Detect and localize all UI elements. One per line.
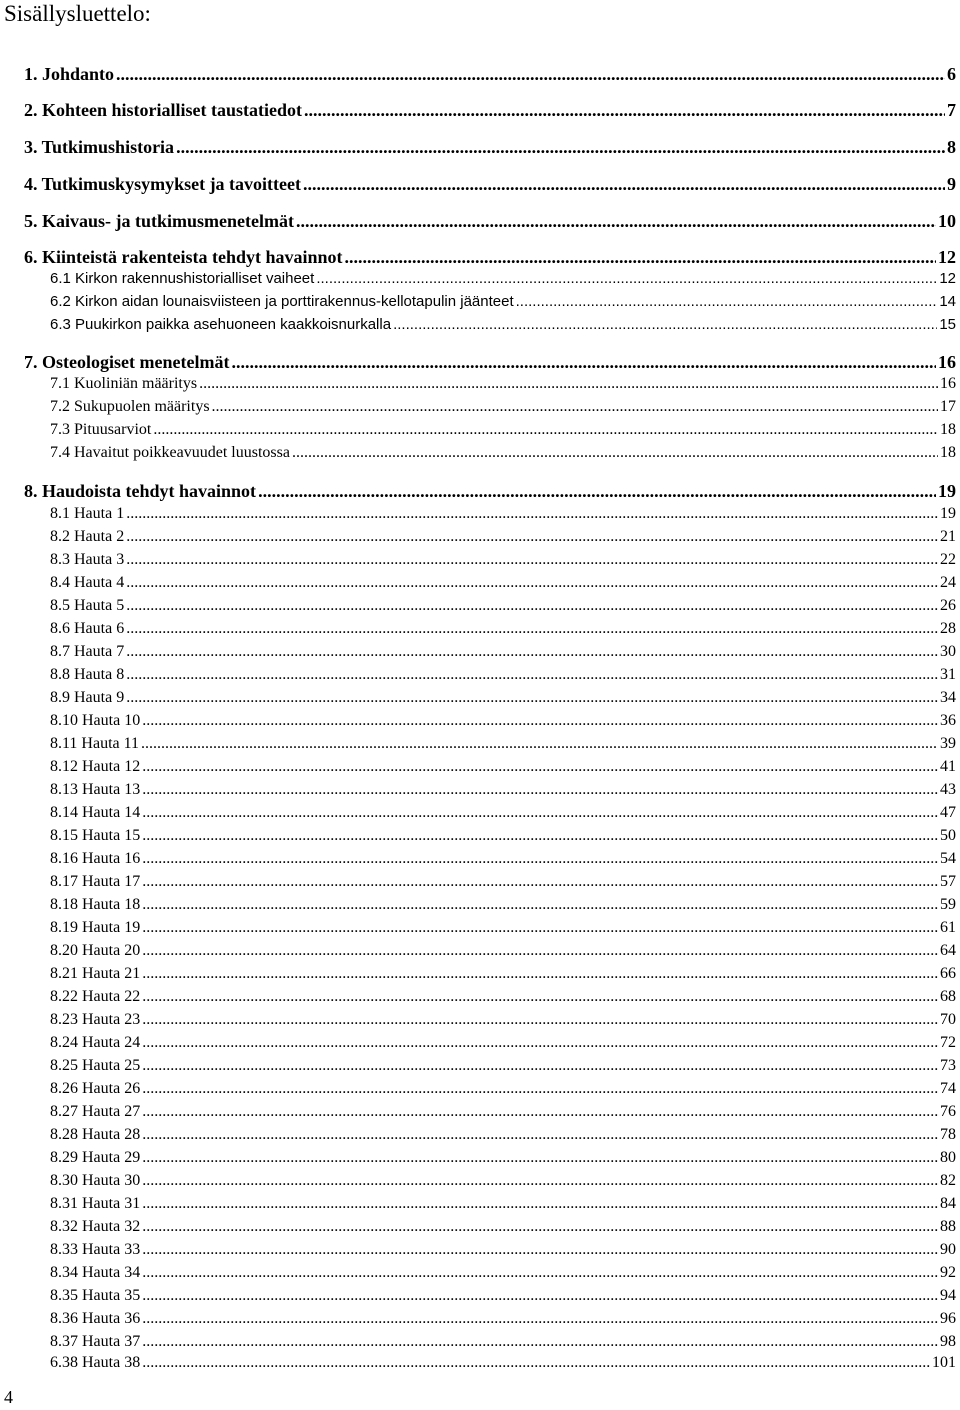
dot-leader	[316, 268, 937, 290]
toc-entry-section[interactable]	[50, 1101, 956, 1123]
toc-entry-page: 18	[940, 444, 956, 461]
toc-entry-title: 8.5 Hauta 5	[50, 597, 125, 614]
toc-entry-section[interactable]	[50, 595, 956, 617]
toc-entry-section[interactable]	[50, 442, 956, 464]
dot-leader	[116, 62, 945, 86]
toc-entry-title: 8.16 Hauta 16	[50, 850, 141, 867]
toc-entry-title: 8.21 Hauta 21	[50, 965, 141, 982]
toc-entry-title: 8.18 Hauta 18	[50, 896, 141, 913]
toc-entry-title: 8.2 Hauta 2	[50, 528, 125, 545]
toc-entry-section[interactable]	[50, 373, 956, 395]
toc-entry-section[interactable]	[50, 1170, 956, 1192]
toc-entry-page: 26	[940, 597, 956, 614]
dot-leader	[516, 291, 938, 313]
toc-entry-page: 10	[938, 211, 956, 231]
toc-entry-title: 7.2 Sukupuolen määritys	[50, 398, 210, 415]
dot-leader	[142, 1216, 938, 1238]
dot-leader	[126, 664, 938, 686]
toc-entry-page: 6	[947, 64, 956, 84]
toc-entry-page: 47	[940, 804, 956, 821]
toc-entry-title: 8.11 Hauta 11	[50, 735, 140, 752]
toc-entry-section[interactable]	[50, 1124, 956, 1146]
toc-entry-page: 9	[947, 174, 956, 194]
dot-leader	[142, 1308, 938, 1330]
dot-leader	[126, 526, 938, 548]
toc-entry-page: 68	[940, 988, 956, 1005]
dot-leader	[142, 1262, 938, 1284]
toc-entry-page: 43	[940, 781, 956, 798]
page-number: 4	[4, 1387, 13, 1407]
toc-entry-section[interactable]	[50, 549, 956, 571]
toc-entry-title: 8.25 Hauta 25	[50, 1057, 141, 1074]
toc-entry-title: 8.14 Hauta 14	[50, 804, 141, 821]
toc-entry-section[interactable]	[50, 1331, 956, 1353]
dot-leader	[142, 825, 938, 847]
toc-entry-page: 92	[940, 1264, 956, 1281]
toc-entry-title: 8.8 Hauta 8	[50, 666, 125, 683]
dot-leader	[126, 572, 938, 594]
toc-entry-page: 30	[940, 643, 956, 660]
toc-entry-title: 8.3 Hauta 3	[50, 551, 125, 568]
toc-entry-section[interactable]	[50, 871, 956, 893]
dot-leader	[296, 209, 936, 233]
toc-entry-title: 8.13 Hauta 13	[50, 781, 141, 798]
dot-leader	[176, 135, 945, 159]
toc-entry-section[interactable]	[50, 756, 956, 778]
toc-entry-section[interactable]	[50, 1308, 956, 1330]
toc-entry-page: 15	[939, 316, 956, 333]
dot-leader	[142, 940, 938, 962]
dot-leader	[126, 595, 938, 617]
toc-entry-page: 76	[940, 1103, 956, 1120]
toc-entry-section[interactable]	[50, 1032, 956, 1054]
toc-entry-section[interactable]	[50, 825, 956, 847]
dot-leader	[142, 1352, 930, 1374]
toc-entry-title: 6.1 Kirkon rakennushistorialliset vaiheet	[50, 270, 315, 287]
toc-entry-page: 36	[940, 712, 956, 729]
toc-entry-chapter[interactable]	[24, 62, 956, 86]
toc-entry-title: 8.24 Hauta 24	[50, 1034, 141, 1051]
dot-leader	[142, 1193, 938, 1215]
toc-entry-chapter[interactable]	[24, 172, 956, 196]
toc-entry-title: 8.15 Hauta 15	[50, 827, 141, 844]
toc-entry-title: 8.30 Hauta 30	[50, 1172, 141, 1189]
toc-entry-section[interactable]	[50, 894, 956, 916]
toc-entry-title: 8.23 Hauta 23	[50, 1011, 141, 1028]
toc-entry-page: 61	[940, 919, 956, 936]
dot-leader	[142, 1055, 938, 1077]
toc-entry-title: 8.1 Hauta 1	[50, 505, 125, 522]
toc-entry-title: 8.7 Hauta 7	[50, 643, 125, 660]
toc-entry-title: 6.2 Kirkon aidan lounaisviisteen ja porttirakennus-kellotapulin jäänteet	[50, 293, 514, 310]
dot-leader	[142, 1147, 938, 1169]
toc-entry-page: 72	[940, 1034, 956, 1051]
dot-leader	[142, 894, 938, 916]
toc-entry-title: 8.33 Hauta 33	[50, 1241, 141, 1258]
toc-entry-section[interactable]	[50, 1239, 956, 1261]
toc-entry-title: 8.9 Hauta 9	[50, 689, 125, 706]
dot-leader	[393, 314, 937, 336]
toc-entry-page: 80	[940, 1149, 956, 1166]
toc-entry-section[interactable]	[50, 940, 956, 962]
toc-entry-page: 98	[940, 1333, 956, 1350]
toc-entry-title: 7.3 Pituusarviot	[50, 421, 152, 438]
toc-entry-page: 28	[940, 620, 956, 637]
toc-entry-title: 6.3 Puukirkon paikka asehuoneen kaakkoisnurkalla	[50, 316, 392, 333]
dot-leader	[142, 917, 938, 939]
toc-entry-page: 90	[940, 1241, 956, 1258]
toc-entry-page: 84	[940, 1195, 956, 1212]
toc-entry-page: 16	[938, 352, 956, 372]
dot-leader	[141, 733, 938, 755]
toc-entry-section[interactable]	[50, 848, 956, 870]
toc-entry-title: 8.19 Hauta 19	[50, 919, 141, 936]
dot-leader	[258, 479, 936, 503]
toc-entry-page: 59	[940, 896, 956, 913]
toc-entry-title: 6. Kiinteistä rakenteista tehdyt havainnot	[24, 247, 343, 267]
toc-entry-page: 17	[940, 398, 956, 415]
toc-entry-title: 8.22 Hauta 22	[50, 988, 141, 1005]
toc-entry-title: 7.4 Havaitut poikkeavuudet luustossa	[50, 444, 290, 461]
toc-entry-page: 14	[939, 293, 956, 310]
toc-entry-page: 22	[940, 551, 956, 568]
toc-entry-page: 66	[940, 965, 956, 982]
dot-leader	[142, 1124, 938, 1146]
toc-entry-chapter[interactable]	[24, 350, 956, 374]
toc-entry-page: 24	[940, 574, 956, 591]
toc-entry-page: 21	[940, 528, 956, 545]
dot-leader	[126, 503, 938, 525]
dot-leader	[142, 756, 938, 778]
toc-entry-page: 96	[940, 1310, 956, 1327]
dot-leader	[231, 350, 936, 374]
dot-leader	[142, 871, 938, 893]
toc-entry-title: 8.17 Hauta 17	[50, 873, 141, 890]
toc-entry-chapter[interactable]	[24, 135, 956, 159]
dot-leader	[142, 963, 938, 985]
toc-entry-title: 8.6 Hauta 6	[50, 620, 125, 637]
dot-leader	[126, 641, 938, 663]
toc-entry-section[interactable]	[50, 396, 956, 418]
toc-entry-title: 8. Haudoista tehdyt havainnot	[24, 481, 257, 501]
toc-entry-section[interactable]	[50, 802, 956, 824]
dot-leader	[142, 1009, 938, 1031]
toc-entry-title: 8.37 Hauta 37	[50, 1333, 141, 1350]
toc-entry-page: 78	[940, 1126, 956, 1143]
toc-entry-page: 41	[940, 758, 956, 775]
toc-entry-page: 94	[940, 1287, 956, 1304]
toc-entry-section[interactable]	[50, 664, 956, 686]
toc-entry-title: 4. Tutkimuskysymykset ja tavoitteet	[24, 174, 302, 194]
toc-entry-page: 82	[940, 1172, 956, 1189]
dot-leader	[126, 618, 938, 640]
toc-entry-section[interactable]	[50, 419, 956, 441]
dot-leader	[142, 710, 938, 732]
toc-entry-section[interactable]	[50, 1285, 956, 1307]
toc-entry-section[interactable]	[50, 1216, 956, 1238]
dot-leader	[126, 549, 938, 571]
dot-leader	[199, 373, 938, 395]
dot-leader	[142, 1239, 938, 1261]
dot-leader	[142, 802, 938, 824]
toc-entry-title: 8.4 Hauta 4	[50, 574, 125, 591]
toc-entry-page: 34	[940, 689, 956, 706]
toc-entry-section[interactable]	[50, 710, 956, 732]
dot-leader	[292, 442, 938, 464]
dot-leader	[303, 172, 945, 196]
toc-entry-page: 64	[940, 942, 956, 959]
toc-entry-page: 57	[940, 873, 956, 890]
toc-entry-section[interactable]	[50, 1055, 956, 1077]
toc-entry-page: 18	[940, 421, 956, 438]
toc-entry-page: 73	[940, 1057, 956, 1074]
toc-entry-section[interactable]	[50, 1009, 956, 1031]
dot-leader	[142, 848, 938, 870]
toc-entry-title: 8.27 Hauta 27	[50, 1103, 141, 1120]
dot-leader	[142, 1101, 938, 1123]
toc-entry-section[interactable]	[50, 1352, 956, 1374]
toc-entry-section[interactable]	[50, 779, 956, 801]
toc-entry-title: 1. Johdanto	[24, 64, 115, 84]
toc-entry-page: 12	[938, 247, 956, 267]
toc-entry-title: 2. Kohteen historialliset taustatiedot	[24, 100, 302, 120]
dot-leader	[142, 1032, 938, 1054]
page-title: Sisällysluettelo:	[4, 1, 151, 26]
toc-entry-page: 7	[947, 100, 956, 120]
toc-entry-page: 16	[940, 375, 956, 392]
toc-entry-section[interactable]	[50, 618, 956, 640]
toc-entry-title: 8.35 Hauta 35	[50, 1287, 141, 1304]
toc-entry-title: 5. Kaivaus- ja tutkimusmenetelmät	[24, 211, 294, 231]
toc-entry-page: 39	[940, 735, 956, 752]
dot-leader	[142, 1170, 938, 1192]
toc-entry-section[interactable]	[50, 641, 956, 663]
toc-entry-chapter[interactable]	[24, 245, 956, 269]
toc-entry-title: 8.29 Hauta 29	[50, 1149, 141, 1166]
toc-entry-page: 8	[947, 137, 956, 157]
dot-leader	[126, 687, 938, 709]
toc-entry-title: 8.26 Hauta 26	[50, 1080, 141, 1097]
toc-entry-section[interactable]	[50, 1262, 956, 1284]
toc-entry-page: 50	[940, 827, 956, 844]
toc-entry-title: 8.20 Hauta 20	[50, 942, 141, 959]
toc-entry-page: 70	[940, 1011, 956, 1028]
toc-entry-title: 8.31 Hauta 31	[50, 1195, 141, 1212]
toc-entry-section[interactable]	[50, 687, 956, 709]
toc-entry-section[interactable]	[50, 572, 956, 594]
toc-entry-page: 12	[939, 270, 956, 287]
toc-entry-title: 8.28 Hauta 28	[50, 1126, 141, 1143]
toc-entry-section[interactable]	[50, 503, 956, 525]
dot-leader	[345, 245, 936, 269]
dot-leader	[212, 396, 938, 418]
toc-entry-page: 74	[940, 1080, 956, 1097]
toc-entry-page: 88	[940, 1218, 956, 1235]
dot-leader	[142, 1285, 938, 1307]
toc-entry-section[interactable]	[50, 291, 956, 313]
toc-entry-title: 8.36 Hauta 36	[50, 1310, 141, 1327]
dot-leader	[142, 779, 938, 801]
toc-entry-chapter[interactable]	[24, 98, 956, 122]
dot-leader	[304, 98, 945, 122]
toc-entry-title: 8.34 Hauta 34	[50, 1264, 141, 1281]
toc-entry-page: 19	[940, 505, 956, 522]
toc-entry-title: 6.38 Hauta 38	[50, 1354, 141, 1371]
toc-entry-section[interactable]	[50, 733, 956, 755]
toc-entry-section[interactable]	[50, 917, 956, 939]
toc-entry-page: 101	[932, 1354, 956, 1371]
toc-entry-section[interactable]	[50, 526, 956, 548]
toc-entry-section[interactable]	[50, 268, 956, 290]
dot-leader	[142, 1078, 938, 1100]
toc-entry-title: 3. Tutkimushistoria	[24, 137, 175, 157]
toc-entry-chapter[interactable]	[24, 209, 956, 233]
toc-entry-title: 7.1 Kuoliniän määritys	[50, 375, 198, 392]
dot-leader	[153, 419, 938, 441]
toc-entry-page: 54	[940, 850, 956, 867]
toc-entry-title: 8.12 Hauta 12	[50, 758, 141, 775]
toc-entry-title: 7. Osteologiset menetelmät	[24, 352, 230, 372]
toc-entry-title: 8.32 Hauta 32	[50, 1218, 141, 1235]
toc-entry-section[interactable]	[50, 963, 956, 985]
toc-entry-page: 31	[940, 666, 956, 683]
toc-entry-chapter[interactable]	[24, 479, 956, 503]
toc-entry-section[interactable]	[50, 1078, 956, 1100]
toc-entry-section[interactable]	[50, 1193, 956, 1215]
dot-leader	[142, 1331, 938, 1353]
dot-leader	[142, 986, 938, 1008]
toc-entry-title: 8.10 Hauta 10	[50, 712, 141, 729]
toc-entry-section[interactable]	[50, 1147, 956, 1169]
toc-entry-section[interactable]	[50, 314, 956, 336]
toc-entry-section[interactable]	[50, 986, 956, 1008]
toc-entry-page: 19	[938, 481, 956, 501]
